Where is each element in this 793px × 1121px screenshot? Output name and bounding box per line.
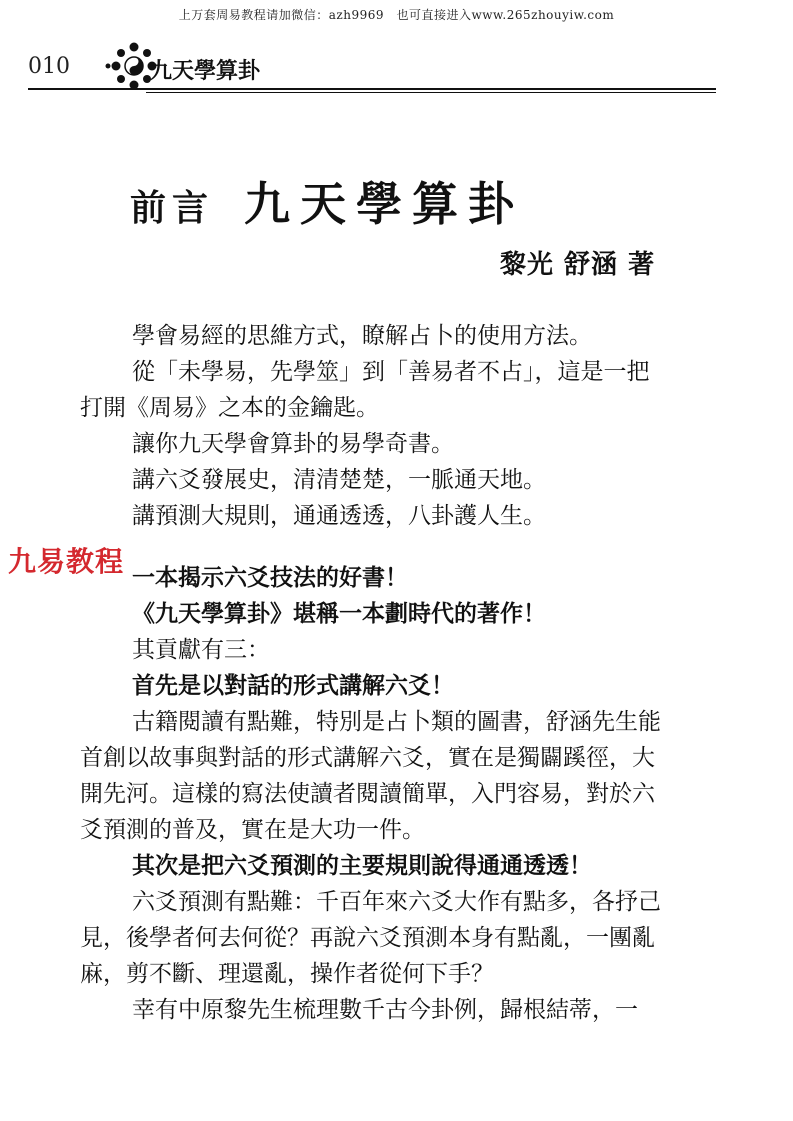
paragraph-line: 古籍閱讀有點難，特別是占卜類的圖書，舒涵先生能 (132, 709, 661, 735)
paragraph-line: 開先河。這樣的寫法使讀者閱讀簡單，入門容易，對於六 (80, 781, 655, 807)
header-rule-thin (146, 92, 716, 93)
page-number: 010 (28, 54, 70, 79)
paragraph-line: 首創以故事與對話的形式講解六爻，實在是獨闢蹊徑，大 (80, 745, 655, 771)
paragraph-line: 首先是以對話的形式講解六爻！ (132, 672, 454, 699)
paragraph-line: 學會易經的思維方式，瞭解占卜的使用方法。 (132, 323, 592, 349)
paragraph-line: 講六爻發展史，清清楚楚，一脈通天地。 (132, 467, 546, 493)
paragraph-line: 六爻預測有點難：千百年來六爻大作有點多，各抒己 (132, 889, 661, 915)
preface-body (80, 318, 720, 1028)
paragraph-line: 打開《周易》之本的金鑰匙。 (80, 395, 379, 421)
paragraph-line: 其次是把六爻預測的主要規則說得通通透透！ (132, 852, 592, 879)
header-rule (28, 88, 716, 90)
watermark-stamp: 九易教程 (8, 545, 125, 578)
top-notice: 上万套周易教程请加微信：azh9969 也可直接进入www.265zhouyiw.com (178, 8, 615, 22)
paragraph-line: 其貢獻有三： (132, 637, 270, 663)
chapter-title-prefix: 前言 (130, 187, 215, 229)
paragraph-line: 爻預測的普及，實在是大功一件。 (80, 817, 425, 843)
paragraph-line: 讓你九天學會算卦的易學奇書。 (132, 431, 454, 457)
chapter-title (130, 168, 730, 234)
paragraph-line: 幸有中原黎先生梳理數千古今卦例，歸根結蒂，一 (132, 997, 638, 1023)
paragraph-line: 見，後學者何去何從？再說六爻預測本身有點亂，一團亂 (80, 925, 655, 951)
paragraph-line: 從「未學易，先學筮」到「善易者不占」，這是一把 (132, 359, 650, 385)
section-heading: 一本揭示六爻技法的好書！ (132, 564, 408, 591)
chapter-title-main: 九天學算卦 (244, 177, 525, 231)
paragraph-line: 麻，剪不斷、理還亂，操作者從何下手？ (80, 961, 494, 987)
page-header (28, 40, 718, 92)
author-line: 黎光 舒涵 著 (500, 250, 656, 280)
paragraph-line: 講預測大規則，通通透透，八卦護人生。 (132, 503, 546, 529)
paragraph-line: 《九天學算卦》堪稱一本劃時代的著作！ (132, 600, 546, 627)
book-title: 九天學算卦 (150, 58, 261, 84)
